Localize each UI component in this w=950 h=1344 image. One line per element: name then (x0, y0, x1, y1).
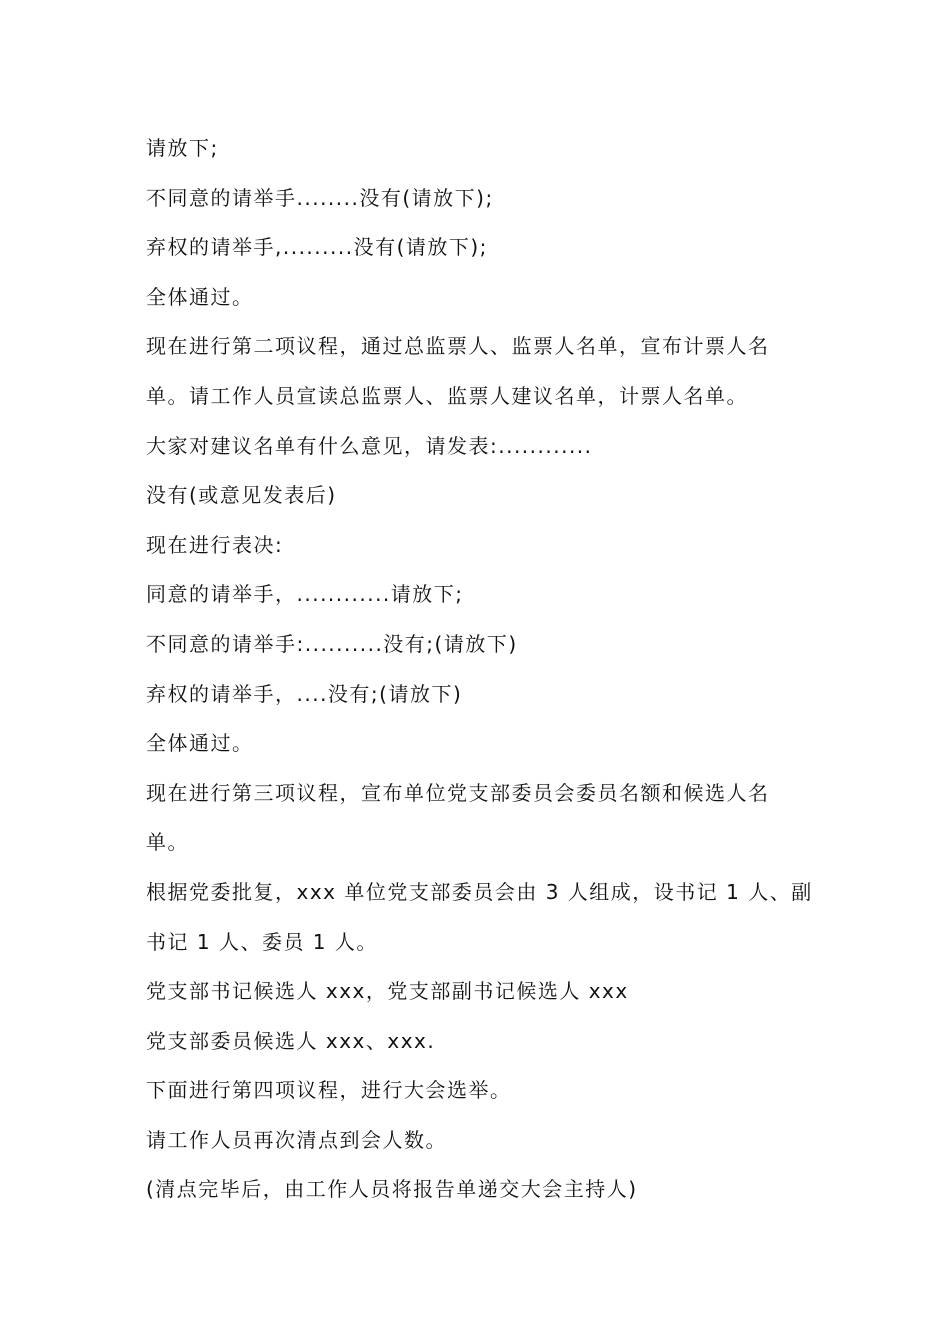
text-line: 大家对建议名单有什么意见，请发表:............ (146, 433, 593, 458)
text-line: 弃权的请举手,.........没有(请放下); (146, 235, 488, 260)
text-line: 请工作人员再次清点到会人数。 (146, 1127, 447, 1152)
text-line: 现在进行表决: (146, 532, 284, 557)
text-line: 单。 (146, 830, 189, 855)
text-line: (清点完毕后，由工作人员将报告单递交大会主持人) (146, 1177, 638, 1202)
text-line: 没有(或意见发表后) (146, 483, 337, 508)
text-line: 全体通过。 (146, 731, 254, 756)
text-line: 党支部委员候选人 xxx、xxx. (146, 1028, 436, 1053)
text-line: 党支部书记候选人 xxx，党支部副书记候选人 xxx (146, 979, 629, 1004)
text-line: 同意的请举手，............请放下; (146, 582, 464, 607)
text-line: 不同意的请举手........没有(请放下); (146, 185, 494, 210)
text-line: 根据党委批复，xxx 单位党支部委员会由 3 人组成，设书记 1 人、副 (146, 879, 813, 904)
text-line: 现在进行第二项议程，通过总监票人、监票人名单，宣布计票人名 (146, 334, 770, 359)
text-line: 全体通过。 (146, 284, 254, 309)
text-line: 单。请工作人员宣读总监票人、监票人建议名单，计票人名单。 (146, 383, 748, 408)
text-line: 不同意的请举手:..........没有;(请放下) (146, 631, 518, 656)
text-line: 下面进行第四项议程，进行大会选举。 (146, 1078, 512, 1103)
text-line: 弃权的请举手，....没有;(请放下) (146, 681, 463, 706)
text-line: 请放下; (146, 136, 219, 160)
document-page (146, 124, 816, 1215)
text-line: 书记 1 人、委员 1 人。 (146, 929, 378, 954)
text-line: 现在进行第三项议程，宣布单位党支部委员会委员名额和候选人名 (146, 780, 770, 805)
